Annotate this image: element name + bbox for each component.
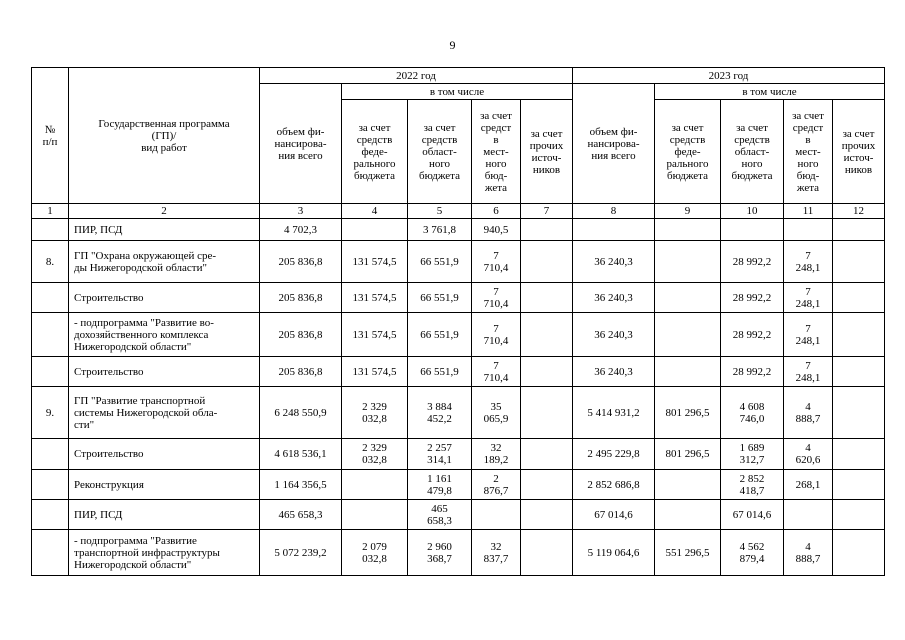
column-number: 11 — [784, 204, 833, 219]
regional-2023: 28 992,2 — [721, 283, 784, 313]
other-2022 — [521, 313, 573, 357]
regional-2022: 66 551,9 — [408, 357, 472, 387]
other-2023 — [833, 530, 885, 576]
local-2022: 2 876,7 — [472, 470, 521, 500]
federal-2023: 551 296,5 — [655, 530, 721, 576]
federal-2022: 131 574,5 — [342, 313, 408, 357]
row-number — [32, 470, 69, 500]
total-2022: 6 248 550,9 — [260, 387, 342, 439]
row-number: 9. — [32, 387, 69, 439]
other-2022 — [521, 439, 573, 470]
row-number — [32, 219, 69, 241]
row-number — [32, 283, 69, 313]
other-2022 — [521, 470, 573, 500]
column-number: 8 — [573, 204, 655, 219]
column-number: 10 — [721, 204, 784, 219]
header-federal-2022: за счет средств феде- рального бюджета — [342, 100, 408, 204]
federal-2023 — [655, 283, 721, 313]
row-number — [32, 357, 69, 387]
other-2022 — [521, 530, 573, 576]
row-name: ПИР, ПСД — [69, 219, 260, 241]
table-row — [32, 530, 885, 576]
other-2022 — [521, 283, 573, 313]
federal-2022 — [342, 470, 408, 500]
row-name: Строительство — [69, 357, 260, 387]
regional-2022: 2 960 368,7 — [408, 530, 472, 576]
local-2023: 7 248,1 — [784, 241, 833, 283]
total-2022: 1 164 356,5 — [260, 470, 342, 500]
total-2023: 36 240,3 — [573, 241, 655, 283]
row-name: Строительство — [69, 439, 260, 470]
column-number-row — [32, 204, 885, 219]
federal-2022: 2 329 032,8 — [342, 439, 408, 470]
column-number: 5 — [408, 204, 472, 219]
total-2022: 205 836,8 — [260, 241, 342, 283]
other-2023 — [833, 470, 885, 500]
federal-2022: 131 574,5 — [342, 357, 408, 387]
other-2023 — [833, 241, 885, 283]
budget-table — [31, 67, 885, 576]
table-row — [32, 470, 885, 500]
column-number: 7 — [521, 204, 573, 219]
total-2022: 205 836,8 — [260, 313, 342, 357]
other-2022 — [521, 357, 573, 387]
column-number: 12 — [833, 204, 885, 219]
regional-2023: 28 992,2 — [721, 313, 784, 357]
regional-2022: 1 161 479,8 — [408, 470, 472, 500]
regional-2023: 4 562 879,4 — [721, 530, 784, 576]
federal-2023: 801 296,5 — [655, 439, 721, 470]
local-2022: 7 710,4 — [472, 241, 521, 283]
other-2023 — [833, 283, 885, 313]
header-other-2022: за счет прочих источ- ников — [521, 100, 573, 204]
column-number: 3 — [260, 204, 342, 219]
other-2023 — [833, 219, 885, 241]
row-number — [32, 530, 69, 576]
row-name: - подпрограмма "Развитие во- дохозяйственного комплекса Нижегородской области" — [69, 313, 260, 357]
header-number: № п/п — [32, 68, 69, 204]
federal-2022: 131 574,5 — [342, 241, 408, 283]
local-2022: 35 065,9 — [472, 387, 521, 439]
table-row — [32, 500, 885, 530]
local-2023 — [784, 500, 833, 530]
regional-2023: 28 992,2 — [721, 357, 784, 387]
row-number — [32, 439, 69, 470]
header-federal-2023: за счет средств феде- рального бюджета — [655, 100, 721, 204]
header-local-2023: за счет средст в мест- ного бюд- жета — [784, 100, 833, 204]
table-row — [32, 283, 885, 313]
local-2023: 4 620,6 — [784, 439, 833, 470]
regional-2022: 3 761,8 — [408, 219, 472, 241]
row-name: ГП "Охрана окружающей сре- ды Нижегородской области" — [69, 241, 260, 283]
other-2022 — [521, 500, 573, 530]
row-name: - подпрограмма "Развитие транспортной инфраструктуры Нижегородской области" — [69, 530, 260, 576]
total-2022: 5 072 239,2 — [260, 530, 342, 576]
other-2023 — [833, 439, 885, 470]
column-number: 2 — [69, 204, 260, 219]
column-number: 1 — [32, 204, 69, 219]
row-number — [32, 313, 69, 357]
total-2023: 5 414 931,2 — [573, 387, 655, 439]
table-row — [32, 313, 885, 357]
federal-2023 — [655, 470, 721, 500]
total-2023 — [573, 219, 655, 241]
other-2023 — [833, 357, 885, 387]
other-2023 — [833, 387, 885, 439]
total-2022: 4 702,3 — [260, 219, 342, 241]
federal-2023 — [655, 241, 721, 283]
other-2023 — [833, 500, 885, 530]
local-2022: 940,5 — [472, 219, 521, 241]
federal-2023 — [655, 313, 721, 357]
local-2023: 4 888,7 — [784, 530, 833, 576]
regional-2022: 2 257 314,1 — [408, 439, 472, 470]
other-2022 — [521, 219, 573, 241]
local-2023: 7 248,1 — [784, 313, 833, 357]
header-regional-2022: за счет средств област- ного бюджета — [408, 100, 472, 204]
regional-2023: 28 992,2 — [721, 241, 784, 283]
local-2022: 7 710,4 — [472, 357, 521, 387]
regional-2023: 2 852 418,7 — [721, 470, 784, 500]
table-row — [32, 439, 885, 470]
local-2022: 7 710,4 — [472, 283, 521, 313]
total-2022: 4 618 536,1 — [260, 439, 342, 470]
header-including-2022: в том числе — [342, 84, 573, 100]
column-number: 6 — [472, 204, 521, 219]
local-2023: 7 248,1 — [784, 283, 833, 313]
federal-2023: 801 296,5 — [655, 387, 721, 439]
row-name: ПИР, ПСД — [69, 500, 260, 530]
header-other-2023: за счет прочих источ- ников — [833, 100, 885, 204]
other-2022 — [521, 387, 573, 439]
other-2023 — [833, 313, 885, 357]
federal-2022: 131 574,5 — [342, 283, 408, 313]
total-2023: 2 495 229,8 — [573, 439, 655, 470]
table-row — [32, 357, 885, 387]
regional-2023: 67 014,6 — [721, 500, 784, 530]
federal-2022: 2 329 032,8 — [342, 387, 408, 439]
regional-2022: 66 551,9 — [408, 283, 472, 313]
regional-2023: 4 608 746,0 — [721, 387, 784, 439]
row-name: ГП "Развитие транспортной системы Нижегородской обла- сти" — [69, 387, 260, 439]
header-total-2023: объем фи- нансирова- ния всего — [573, 84, 655, 204]
table-row — [32, 241, 885, 283]
local-2022: 32 837,7 — [472, 530, 521, 576]
row-number — [32, 500, 69, 530]
local-2023 — [784, 219, 833, 241]
header-total-2022: объем фи- нансирова- ния всего — [260, 84, 342, 204]
row-name: Строительство — [69, 283, 260, 313]
local-2022: 7 710,4 — [472, 313, 521, 357]
header-program: Государственная программа (ГП)/ вид работ — [69, 68, 260, 204]
federal-2023 — [655, 219, 721, 241]
federal-2023 — [655, 500, 721, 530]
header-year-2022: 2022 год — [260, 68, 573, 84]
local-2023: 268,1 — [784, 470, 833, 500]
table-row — [32, 219, 885, 241]
column-number: 9 — [655, 204, 721, 219]
local-2023: 7 248,1 — [784, 357, 833, 387]
column-number: 4 — [342, 204, 408, 219]
total-2023: 36 240,3 — [573, 283, 655, 313]
total-2022: 205 836,8 — [260, 283, 342, 313]
table-row — [32, 387, 885, 439]
total-2022: 205 836,8 — [260, 357, 342, 387]
total-2023: 36 240,3 — [573, 313, 655, 357]
header-local-2022: за счет средст в мест- ного бюд- жета — [472, 100, 521, 204]
other-2022 — [521, 241, 573, 283]
regional-2023: 1 689 312,7 — [721, 439, 784, 470]
total-2023: 2 852 686,8 — [573, 470, 655, 500]
header-including-2023: в том числе — [655, 84, 885, 100]
local-2022: 32 189,2 — [472, 439, 521, 470]
header-regional-2023: за счет средств област- ного бюджета — [721, 100, 784, 204]
row-name: Реконструкция — [69, 470, 260, 500]
federal-2022: 2 079 032,8 — [342, 530, 408, 576]
header-year-2023: 2023 год — [573, 68, 885, 84]
row-number: 8. — [32, 241, 69, 283]
regional-2022: 66 551,9 — [408, 313, 472, 357]
local-2022 — [472, 500, 521, 530]
total-2023: 36 240,3 — [573, 357, 655, 387]
federal-2022 — [342, 500, 408, 530]
federal-2022 — [342, 219, 408, 241]
total-2023: 5 119 064,6 — [573, 530, 655, 576]
federal-2023 — [655, 357, 721, 387]
total-2023: 67 014,6 — [573, 500, 655, 530]
local-2023: 4 888,7 — [784, 387, 833, 439]
page-number: 9 — [449, 38, 456, 52]
regional-2023 — [721, 219, 784, 241]
regional-2022: 3 884 452,2 — [408, 387, 472, 439]
regional-2022: 66 551,9 — [408, 241, 472, 283]
regional-2022: 465 658,3 — [408, 500, 472, 530]
total-2022: 465 658,3 — [260, 500, 342, 530]
